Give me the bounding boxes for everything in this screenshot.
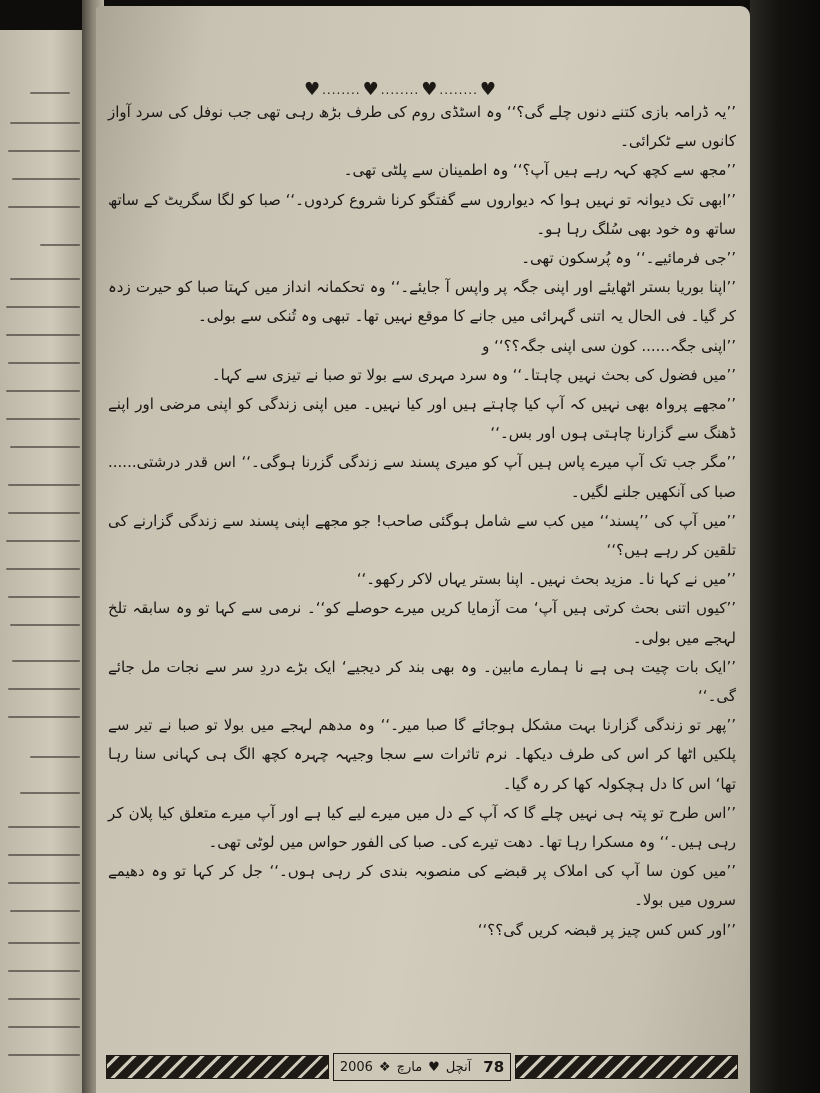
story-text (108, 98, 736, 945)
paragraph: ’’اس طرح تو پتہ ہی نہیں چلے گا کہ آپ کے دل میں میرے لیے کیا ہے اور آپ میرے متعلق کیا پلان کر رہی ہیں۔‘‘ وہ مسکرا رہا تھا۔ دھت تیرے کی۔ صبا کی الفور حواس میں لوٹی تھی۔ (108, 803, 736, 852)
paragraph: ’’کیوں اتنی بحث کرتی ہیں آپ‘ مت آزمایا کریں میرے حوصلے کو‘‘۔ نرمی سے کہا تو وہ سابقہ تلخ لہجے میں بولی۔ (108, 599, 736, 647)
heart-icon: ♥ (421, 79, 438, 100)
paragraph: ’’جی فرمائیے۔‘‘ وہ پُرسکون تھی۔ (521, 249, 736, 268)
paragraph: ’’اپنا بوریا بستر اٹھایئے اور اپنی جگہ پر واپس آ جایئے۔‘‘ وہ تحکمانہ انداز میں کہتا صبا کو حیرت زدہ کر گیا۔ فی الحال یہ اتنی گہرائی میں جانے کا موقع نہیں تھا۔ تبھی وہ تُنکی سے بولی۔ (108, 278, 736, 326)
paragraph: ’’میں فضول کی بحث نہیں چاہتا۔‘‘ وہ سرد مہری سے بولا تو صبا نے تیزی سے کہا۔ (211, 365, 736, 384)
year: 2006 (339, 1059, 373, 1075)
paragraph: ’’اپنی جگہ...... کون سی اپنی جگہ؟؟‘‘ و (482, 336, 736, 355)
separator-icon: ❖ (378, 1059, 391, 1075)
paragraph: ’’پھر تو زندگی گزارنا بہت مشکل ہوجائے گا صبا میر۔‘‘ وہ مدھم لہجے میں بولا تو صبا نے تیر سے پلکیں اٹھا کر اس کی طرف دیکھا۔ نرم تاثرات سے سجا وجیہہ چہرہ کچھ الگ ہی کہانی سنا رہا تھا‘ اس کا دل ہچکولہ کھا کر رہ گیا۔ (108, 716, 736, 793)
month: مارچ (396, 1059, 423, 1075)
paragraph: ’’میں نے کہا نا۔ مزید بحث نہیں۔ اپنا بستر یہاں لاکر رکھو۔‘‘ (356, 570, 736, 589)
paragraph: ’’ابھی تک دیوانہ تو نہیں ہوا کہ دیواروں سے گفتگو کرنا شروع کردوں۔‘‘ صبا کو لگا سگریٹ کے ساتھ ساتھ وہ خود بھی سُلگ رہا ہو۔ (108, 190, 736, 238)
paragraph: ’’اور کس کس چیز پر قبضہ کریں گی؟؟‘‘ (477, 920, 736, 939)
paragraph: ’’میں آپ کی ’’پسند‘‘ میں کب سے شامل ہوگئی صاحب! جو مجھے اپنی پسند سے زندگی گزارنے کی تلقین کر رہے ہیں؟‘‘ (108, 511, 736, 560)
footer-label (333, 1053, 511, 1081)
page-footer (102, 1052, 742, 1082)
paragraph: ’’مجھے پرواہ بھی نہیں کہ آپ کیا چاہتے ہیں اور کیا نہیں۔ میں اپنی زندگی کو اپنی مرضی اور اپنے ڈھنگ سے گزارنا چاہتی ہوں اور بس۔‘‘ (108, 395, 736, 443)
paragraph: ’’یہ ڈرامہ بازی کتنے دنوں چلے گی؟‘‘ وہ اسٹڈی روم کی طرف بڑھ رہی تھی جب نوفل کی سرد آواز کانوں سے ٹکرائی۔ (108, 103, 736, 151)
footer-border-right (515, 1055, 738, 1079)
heart-icon: ♥ (428, 1059, 440, 1075)
paragraph: ’’مجھ سے کچھ کہہ رہے ہیں آپ؟‘‘ وہ اطمینان سے پلٹی تھی۔ (343, 161, 736, 180)
paragraph: ’’ایک بات چیت ہی ہے نا ہمارے مابین۔ وہ بھی بند کر دیجیے‘ ایک بڑے دردِ سر سے نجات مل جائے گی۔‘‘ (108, 657, 736, 706)
page-number: 78 (483, 1058, 505, 1076)
footer-border-left (106, 1055, 329, 1079)
heart-icon: ♥ (362, 79, 379, 100)
section-divider: ♥ ........ ♥ ........ ♥ ........ ♥ (303, 79, 497, 100)
heart-icon: ♥ (479, 79, 497, 100)
paragraph: ’’میں کون سا آپ کی املاک پر قبضے کی منصوبہ بندی کر رہی ہوں۔‘‘ جل کر کہا تو وہ دھیمے سروں میں بولا۔ (108, 862, 736, 910)
paragraph: ’’مگر جب تک آپ میرے پاس ہیں آپ کو میری پسند سے زندگی گزرنا ہوگی۔‘‘ اس قدر درشتی...... صبا کی آنکھیں جلنے لگیں۔ (108, 453, 736, 501)
magazine-name: آنچل (445, 1059, 472, 1075)
heart-icon: ♥ (303, 79, 321, 100)
facing-page (0, 30, 86, 1093)
background-edge (750, 0, 820, 1093)
